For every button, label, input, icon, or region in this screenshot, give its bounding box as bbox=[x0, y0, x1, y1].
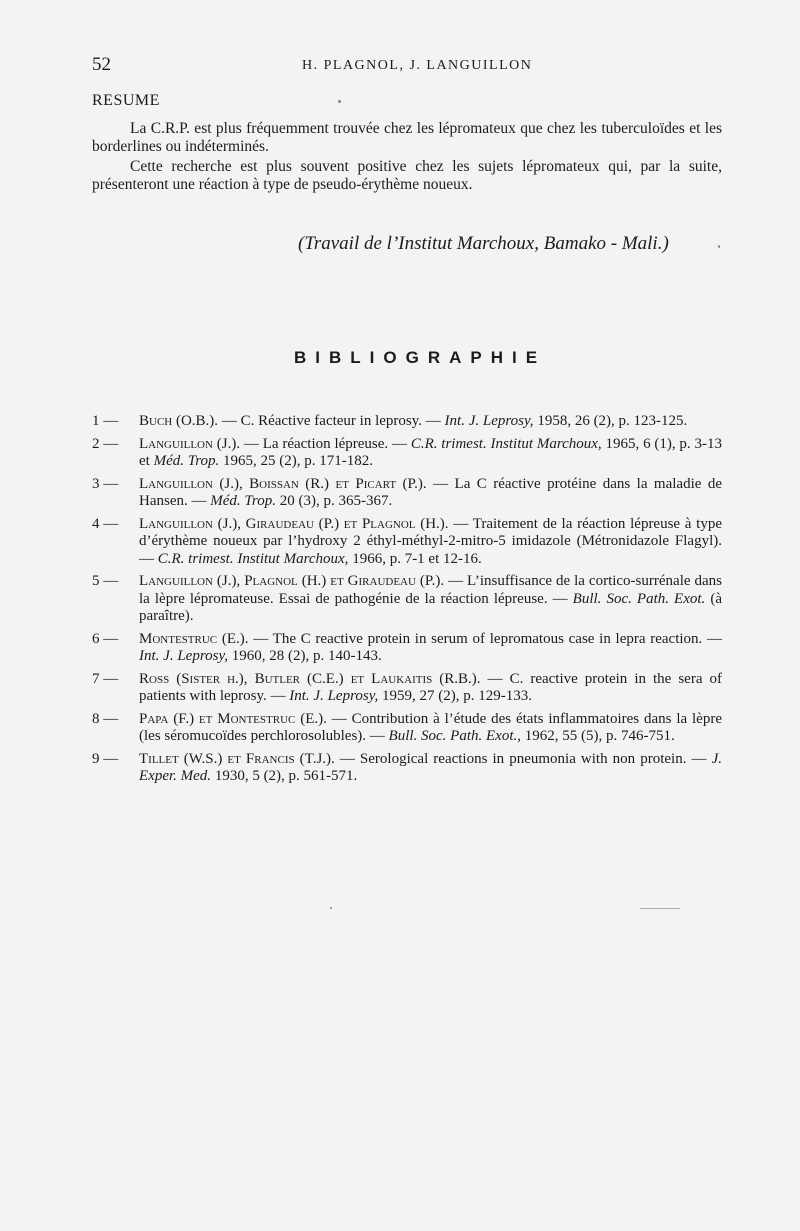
reference-details: 1958, 26 (2), p. 123-125. bbox=[533, 413, 688, 429]
reference-authors: Papa (F.) et Montestruc (E.). bbox=[139, 710, 327, 727]
reference-number: 9 — bbox=[92, 750, 119, 767]
reference-number: 7 — bbox=[92, 670, 119, 687]
reference-item bbox=[92, 436, 722, 471]
reference-authors: Languillon (J.). bbox=[139, 435, 241, 452]
reference-item bbox=[92, 751, 722, 786]
reference-item bbox=[92, 631, 722, 666]
scan-speck bbox=[338, 100, 341, 103]
reference-details-secondary: 1965, 25 (2), p. 171-182. bbox=[219, 453, 374, 469]
reference-number: 1 — bbox=[92, 413, 119, 429]
scan-speck bbox=[330, 907, 332, 909]
resume-paragraph: Cette recherche est plus souvent positive chez les sujets lépromateux qui, par la suite, présenteront une réaction à type de pseudo-érythème noueux. bbox=[92, 158, 722, 193]
reference-journal: Int. J. Leprosy, bbox=[444, 413, 534, 429]
reference-number: 3 — bbox=[92, 475, 119, 492]
reference-text: — Contribution à l’étude des états inflammatoires dans la lèpre (les séromucoïdes perchlorosolubles). — bbox=[139, 710, 722, 744]
reference-item bbox=[92, 711, 722, 746]
reference-details: 1930, 5 (2), p. 561-571. bbox=[211, 768, 358, 784]
reference-authors: Buch (O.B.). bbox=[139, 413, 219, 429]
reference-item bbox=[92, 476, 722, 511]
resume-paragraph: La C.R.P. est plus fréquemment trouvée chez les lépromateux que chez les tuberculoïdes et les borderlines ou indéterminés. bbox=[92, 120, 722, 155]
scan-speck bbox=[718, 245, 720, 248]
reference-item bbox=[92, 516, 722, 569]
reference-text: — Serological reactions in pneumonia with non protein. — bbox=[334, 750, 712, 767]
reference-text: — Traitement de la réaction lépreuse à type d’érythème noueux par l’hydroxy 2 éthyl-méthyl-2-mitro-5 imidazole (Métronidazole Flagyl). — bbox=[139, 515, 722, 567]
reference-authors: Languillon (J.), Boissan (R.) et Picart (P.). bbox=[139, 475, 427, 492]
resume-heading: RESUME bbox=[92, 92, 160, 109]
institution-credit: (Travail de l’Institut Marchoux, Bamako - Mali.) bbox=[298, 233, 669, 254]
reference-details: 1962, 55 (5), p. 746-751. bbox=[521, 728, 675, 744]
reference-item bbox=[92, 671, 722, 706]
reference-number: 4 — bbox=[92, 515, 119, 532]
reference-authors: Languillon (J.), Plagnol (H.) et Giraudeau (P.). bbox=[139, 573, 445, 589]
reference-journal: J. Exper. Med. bbox=[139, 750, 722, 784]
reference-journal-secondary: Méd. Trop. bbox=[153, 453, 220, 469]
reference-text: — C. Réactive facteur in leprosy. — bbox=[218, 413, 445, 429]
reference-list bbox=[92, 413, 722, 791]
reference-journal: Int. J. Leprosy, bbox=[289, 688, 379, 704]
reference-journal: Méd. Trop. bbox=[210, 493, 276, 509]
reference-number: 5 — bbox=[92, 573, 119, 589]
reference-authors: Tillet (W.S.) et Francis (T.J.). bbox=[139, 750, 335, 767]
reference-authors: Languillon (J.), Giraudeau (P.) et Plagnol (H.). bbox=[139, 515, 449, 532]
reference-text: — The C reactive protein in serum of lepromatous case in lepra reaction. — bbox=[248, 630, 723, 647]
reference-text: — La réaction lépreuse. — bbox=[240, 435, 411, 452]
page-number: 52 bbox=[92, 54, 111, 75]
reference-text: — C. reactive protein in the sera of patients with leprosy. — bbox=[139, 670, 722, 704]
reference-details: (à paraître). bbox=[139, 590, 722, 624]
reference-details: 20 (3), p. 365-367. bbox=[275, 493, 393, 509]
reference-details: 1960, 28 (2), p. 140-143. bbox=[228, 648, 382, 664]
reference-journal: C.R. trimest. Institut Marchoux, bbox=[410, 435, 602, 452]
reference-journal: Int. J. Leprosy, bbox=[139, 648, 229, 664]
reference-journal: Bull. Soc. Path. Exot. bbox=[572, 590, 706, 607]
reference-text: — La C réactive protéine dans la maladie de Hansen. — bbox=[139, 475, 722, 509]
reference-item bbox=[92, 573, 722, 626]
running-head: H. PLAGNOL, J. LANGUILLON bbox=[302, 58, 533, 73]
reference-number: 2 — bbox=[92, 435, 119, 452]
bibliography-heading: BIBLIOGRAPHIE bbox=[294, 348, 547, 367]
reference-authors: Ross (Sister h.), Butler (C.E.) et Laukaitis (R.B.). bbox=[139, 670, 481, 687]
reference-details: 1959, 27 (2), p. 129-133. bbox=[378, 688, 533, 704]
reference-item bbox=[92, 413, 722, 431]
reference-details: 1966, p. 7-1 et 12-16. bbox=[348, 550, 482, 567]
reference-authors: Montestruc (E.). bbox=[139, 630, 249, 647]
page-header bbox=[92, 54, 722, 78]
reference-number: 8 — bbox=[92, 710, 119, 727]
scan-speck bbox=[640, 908, 680, 909]
reference-journal: Bull. Soc. Path. Exot., bbox=[388, 728, 522, 744]
reference-number: 6 — bbox=[92, 630, 119, 647]
reference-text: — L’insuffisance de la cortico-surrénale dans la lèpre lépromateuse. Essai de pathogénie de la réaction lépreuse. — bbox=[139, 573, 722, 607]
reference-details: 1965, 6 (1), p. 3-13 et bbox=[139, 435, 722, 469]
reference-journal: C.R. trimest. Institut Marchoux, bbox=[157, 550, 349, 567]
